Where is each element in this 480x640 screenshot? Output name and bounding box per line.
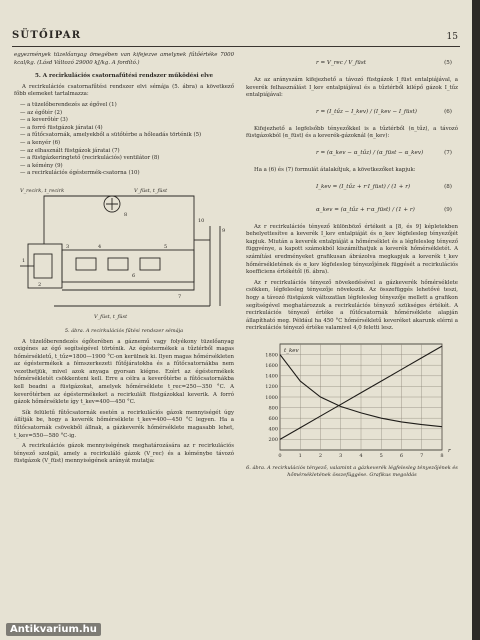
equation-9 (246, 201, 458, 221)
x-axis-label: r (448, 447, 451, 454)
x-tick-label: 6 (399, 452, 404, 459)
label-9: 9 (222, 227, 226, 234)
bread-1 (76, 258, 96, 270)
equation-number: (6) (444, 108, 452, 115)
paragraph: A tüzelőberendezés égőterében a gáznemű vagy folyékony tüzelőanyag oxigénes az égő segítségével történik. Az égéstermékek a tűztérből magas hőmérsékletű, t_tűz=1800—1900 °C-on kerülnek ki. Ilyen magas hőmérsékleten az égéstermékek a fémszerkezeti fűtőjáratokba és a fűtőcsatornákba nem vezethetjük, mivel azok anyaga gyorsan kiégne. Ezért az égéstermékek hőmérsékletét csökkenteni kell. Erre a célra a keverőtérbe a fűtőcsatornákba kell beadni a füstgázokat, amelyek hőmérséklete t_rec=250—350 °C. A keverőtérben az égéstermékeket a recirkulált füstgázokkal keverik. A forró gázok hőmérséklete így t_kev=400—450 °C. (14, 338, 234, 406)
list-item: — a forró füstgázok járatai (4) (20, 124, 103, 131)
bread-2 (108, 258, 128, 270)
watermark: Antikvarium.hu (6, 623, 101, 636)
list-item: — a füstgázkeringtető (recirkulációs) ventilátor (8) (20, 155, 160, 162)
paragraph: A recirkulációs gázok mennyiségének meghatározására az r recirkulációs tényező szolgál, amely a recirkuláló gázok (V_rec) és a kéménybe távozó füstgázok (V_füst) mennyiségének arányát mutatja: (14, 443, 234, 465)
label-6: 6 (132, 272, 136, 279)
equation-expression: r = (α_kev − α_tűz) / (α_füst − α_kev) (316, 149, 424, 156)
equation-8 (246, 178, 458, 198)
x-tick-label: 3 (339, 452, 343, 459)
paragraph: Az az arányszám kifejezhető a távozó füstgázok I_füst entalpiájával, a keverék felhasználást I_kev entalpiájával és a tűztérből kilépő gázok I_tűz entalpiájával: (246, 77, 458, 99)
equation-7 (246, 144, 458, 164)
equation-number: (5) (444, 60, 452, 66)
equation-number: (9) (444, 206, 452, 213)
label-10: 10 (198, 217, 205, 224)
journal-title: SÜTŐIPAR (12, 30, 82, 41)
y-tick-label: 1600 (265, 362, 278, 369)
translator-note: egyezmények tüzelőanyag ömegében van kifejezve amelynek fűtőértéke 7000 kcal/kg. (Lásd Változó 29000 kJ/kg. A fordító.) (14, 52, 234, 66)
equation-5 (246, 54, 458, 74)
x-tick-label: 4 (359, 452, 363, 459)
label-top-right: V_füst, t_füst (134, 187, 168, 194)
fan-blades (106, 198, 118, 210)
equation-number: (7) (444, 149, 452, 156)
left-column (14, 52, 234, 469)
figure-5-schematic (14, 182, 234, 326)
label-1: 1 (22, 257, 26, 264)
paragraph: Sík felületű fűtőcsatornák esetén a recirkulációs gázok mennyiségét úgy állítják be, hogy a keverék hőmérséklete t_kev=400—450 °C legyen. Ha a fűtőcsatornák csövekből állnak, a gázkeverék hőmérséklete magasabb lehet, t_kev=550—580 °C-ig. (14, 409, 234, 439)
y-tick-label: 400 (268, 426, 278, 433)
y-tick-label: 200 (268, 437, 278, 444)
x-tick-label: 1 (298, 452, 302, 459)
label-3: 3 (66, 243, 70, 250)
right-column (246, 52, 458, 483)
y-tick-label: 800 (268, 405, 278, 412)
intro-paragraph: A recirkulációs csatornafűtési rendszer elvi sémája (5. ábra) a következő főbb elemeket tartalmazza: (14, 83, 234, 98)
combustion-space (34, 254, 52, 278)
figure-6-caption: 6. ábra. A recirkulációs tényező, valamint a gázkeverék légfelesleg tényezőjének és hőmérsékletének összefüggése. Grafikus megoldás (246, 464, 458, 479)
list-item: — a recirkulációs égéstermék-csatorna (10) (20, 170, 140, 177)
paragraph: Kifejezhető a legfelsőbb tényezőkkel is a tűztérből (α_tűz), a távozó füstgázokból (α_füst) és a keverék-gázoknál (α_kev): (246, 125, 458, 140)
x-tick-label: 5 (379, 452, 383, 459)
figure-6-chart (246, 336, 458, 464)
chimney (210, 226, 220, 306)
label-top-left: V_recirk, t_recirk (20, 187, 65, 194)
x-tick-label: 2 (318, 452, 323, 459)
equation-6 (246, 103, 458, 123)
header-rule (12, 46, 460, 47)
y-tick-label: 1400 (265, 373, 278, 380)
figure-5-caption: 5. ábra. A recirkulációs fűtési rendszer sémája (64, 327, 184, 334)
equation-number: (8) (444, 183, 452, 190)
label-2: 2 (38, 281, 42, 288)
label-5: 5 (164, 243, 168, 250)
list-item: — a kenyér (6) (20, 139, 61, 146)
y-tick-label: 1800 (265, 352, 278, 359)
list-item: — a kémény (9) (20, 162, 63, 169)
list-item: — az égőtér (2) (20, 109, 63, 116)
page-edge-shadow (472, 0, 480, 640)
schematic-svg (14, 182, 234, 326)
x-tick-label: 0 (278, 452, 282, 459)
y-tick-label: 600 (268, 415, 278, 422)
equation-expression: I_kev = (I_tűz + r·I_füst) / (1 + r) (316, 183, 411, 190)
paragraph: Az r recirkulációs tényező különböző értékeit a [8, és 9] képletekben behelyettesítve a keverék I_kev entalpiáját és α_kev légfelesleg tényezőjét kapjuk. Miután a keverék entalpiáját a hőmérséklet és a légfelesleg tényező függvénye, a kapott számokból kiszámíthatjuk a keverék hőmérsékletét. A számítási eredményeket grafikusan ábrázolva megkapjuk a keverék t_kev hőmérsékletének és α_kev légfelesleg tényezőjének függését a recirkulációs koefficiens értékétől (6. ábra). (246, 223, 458, 276)
equation-expression: r = V_rec / V_füst (316, 60, 366, 66)
y-axis-label: t_kev (284, 347, 299, 354)
y-tick-label: 1200 (265, 384, 278, 391)
equation-expression: r = (I_tűz − I_kev) / (I_kev − I_füst) (316, 108, 417, 115)
page-number: 15 (446, 32, 458, 42)
y-tick-label: 1000 (265, 394, 278, 401)
flue-return (62, 278, 194, 290)
section-title: 5. A recirkulációs csatornafűtési rendszer működési elve (34, 73, 214, 80)
x-tick-label: 7 (420, 452, 424, 459)
label-bottom: V_füst, t_füst (94, 313, 128, 320)
x-tick-label: 8 (440, 452, 444, 459)
paragraph: Az r recirkulációs tényező növekedésével a gázkeverék hőmérséklete csökken, légfelesleg tényezője növekszik. Az összefüggés lehetővé teszi, hogy a távozó füstgázok változatlan légfelesleg tényezője mellett a grafikon segítségével meghatározzuk a recirkulációs tényező szükséges értékét. A recirkulációs tényező értéke a fűtőcsatornák hőmérséklete alapján állapítható meg. Például ha 450 °C hőmérsékletű keveréket akarunk elérni a recirkulációs tényező értéke valamivel 4,0 feletti lesz. (246, 279, 458, 332)
equation-expression: α_kev = (α_tűz + r·α_füst) / (1 + r) (316, 206, 415, 213)
list-item: — a fűtőcsatornák, amelyekből a sütőtérbe a hőleadás történik (5) (20, 132, 202, 139)
label-8: 8 (124, 211, 128, 218)
list-item: — az elhasznált füstgázok járatai (7) (20, 147, 120, 154)
list-item: — a tüzelőberendezés az égővel (1) (20, 101, 117, 108)
list-item: — a keverőtér (3) (20, 117, 68, 124)
label-7: 7 (178, 293, 182, 300)
element-list (20, 102, 234, 178)
chart-svg (246, 336, 458, 464)
paragraph: Ha a (6) és (7) formulát átalakítjuk, a következőket kapjuk: (254, 166, 416, 173)
bread-3 (140, 258, 160, 270)
label-4: 4 (98, 243, 102, 250)
